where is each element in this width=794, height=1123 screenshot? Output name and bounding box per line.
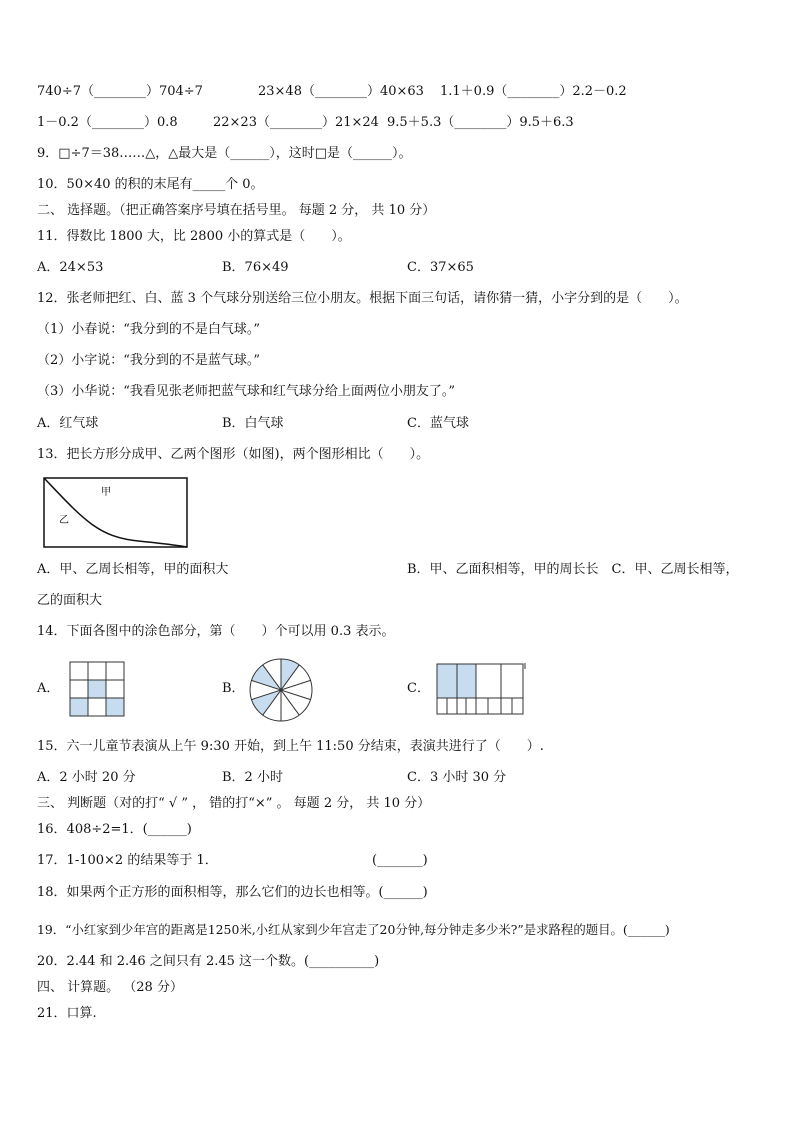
question-16: 16．408÷2=1．(______)	[37, 822, 192, 837]
question-10: 10．50×40 的积的末尾有_____个 0。	[37, 177, 264, 192]
grid-figure-a	[69, 661, 127, 719]
section-heading-3: 三、 判断题（对的打“ √ ” ， 错的打“×” 。 每题 2 分， 共 10 分）	[37, 796, 431, 811]
option-a: A．红气球	[37, 416, 99, 431]
rectangle-figure	[43, 477, 191, 551]
option-a: A．2 小时 20 分	[37, 770, 136, 785]
option-b: B．76×49	[222, 260, 289, 275]
question-14-stem: 14．下面各图中的涂色部分，第（ ）个可以用 0.3 表示。	[37, 624, 395, 639]
label-jia: 甲	[101, 487, 111, 498]
option-c: C．3 小时 30 分	[407, 770, 507, 785]
option-a: A．24×53	[37, 260, 104, 275]
question-18: 18．如果两个正方形的面积相等，那么它们的边长也相等。(______)	[37, 885, 428, 900]
circle-figure-b	[248, 657, 314, 723]
label-yi: 乙	[59, 515, 69, 526]
option-c: C．蓝气球	[407, 416, 469, 431]
compare-item: 9.5＋5.3（________）9.5＋6.3	[387, 115, 574, 130]
statement: （3）小华说：“我看见张老师把蓝气球和红气球分给上面两位小朋友了。”	[37, 384, 456, 399]
question-13-stem: 13．把长方形分成甲、乙两个图形（如图)，两个图形相比（ ）。	[37, 447, 430, 462]
option-bc: B．甲、乙面积相等，甲的周长长 C．甲、乙周长相等，	[407, 562, 739, 577]
compare-item: 1.1＋0.9（________）2.2－0.2	[440, 84, 627, 99]
question-19: 19．“小红家到少年宫的距离是1250米,小红从家到少年宫走了20分钟,每分钟走多少米?”是求路程的题目。(______)	[37, 922, 670, 937]
question-11-stem: 11．得数比 1800 大，比 2800 小的算式是（ ）。	[37, 229, 351, 244]
grid-figure-c	[436, 663, 528, 717]
compare-item: 1－0.2（________）0.8	[37, 115, 178, 130]
option-a: A．甲、乙周长相等，甲的面积大	[37, 562, 229, 577]
statement: （1）小春说：“我分到的不是白气球。”	[37, 322, 261, 337]
compare-item: 22×23（________）21×24	[213, 115, 379, 130]
option-c-continued: 乙的面积大	[37, 593, 103, 608]
statement: （2）小字说：“我分到的不是蓝气球。”	[37, 353, 261, 368]
question-9: 9．□÷7＝38……△，△最大是（______），这时□是（______）。	[37, 146, 412, 161]
question-17: 17．1-100×2 的结果等于 1．	[37, 853, 218, 868]
option-b-label: B．	[222, 681, 245, 696]
option-c-label: C．	[407, 681, 430, 696]
question-12-stem: 12．张老师把红、白、蓝 3 个气球分别送给三位小朋友。根据下面三句话，请你猜一猜，小字分到的是（ ）。	[37, 291, 688, 306]
option-a-label: A．	[37, 681, 60, 696]
answer-blank: (_______)	[372, 853, 428, 868]
compare-item: 23×48（________）40×63	[258, 84, 424, 99]
question-20: 20．2.44 和 2.46 之间只有 2.45 这一个数。(__________)	[37, 954, 380, 969]
section-heading-4: 四、 计算题。 （28 分）	[37, 980, 183, 995]
section-heading-2: 二、 选择题。（把正确答案序号填在括号里。 每题 2 分， 共 10 分）	[37, 203, 436, 218]
question-21: 21．口算.	[37, 1006, 97, 1021]
compare-item: 740÷7（________）704÷7	[37, 84, 203, 99]
question-15-stem: 15．六一儿童节表演从上午 9:30 开始，到上午 11:50 分结束，表演共进行了（ ）.	[37, 739, 544, 754]
option-b: B．白气球	[222, 416, 284, 431]
option-b: B．2 小时	[222, 770, 283, 785]
option-c: C．37×65	[407, 260, 474, 275]
